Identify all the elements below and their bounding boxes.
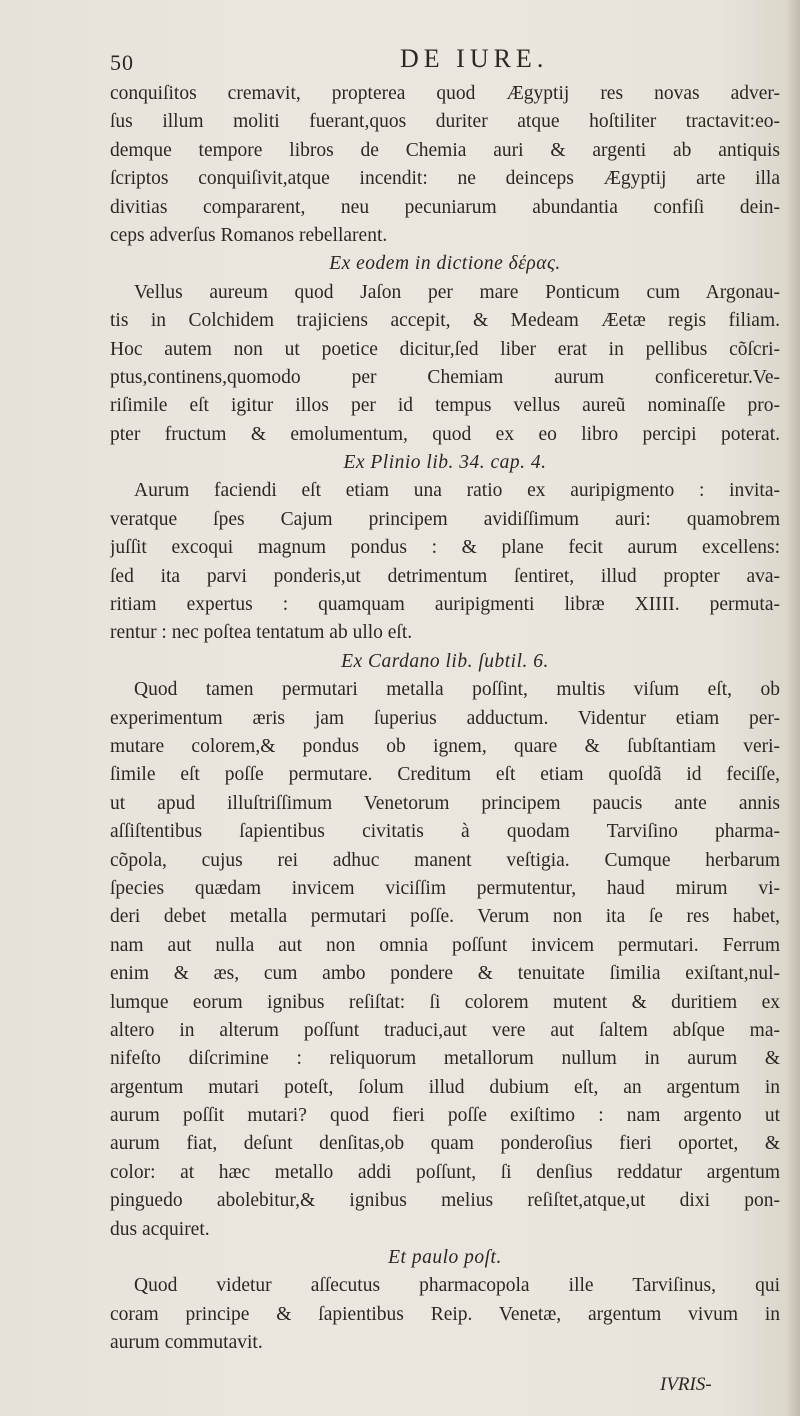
text-line: coram principe & ſapientibus Reip. Venetæ, argentum vivum in — [110, 1303, 780, 1325]
text-line: Quod videtur aſſecutus pharmacopola ille Tarviſinus, qui — [134, 1275, 780, 1297]
text-line: Vellus aureum quod Jaſon per mare Ponticum cum Argonau- — [134, 281, 780, 303]
text-line: Aurum faciendi eſt etiam una ratio ex auripigmento : invita- — [134, 480, 780, 502]
text-line: lumque eorum ignibus reſiſtat: ſi colorem mutent & duritiem ex — [110, 991, 780, 1013]
text-line: cõpola, cujus rei adhuc manent veſtigia. Cumque herbarum — [110, 849, 780, 871]
text-line: deri debet metalla permutari poſſe. Verum non ita ſe res habet, — [110, 906, 780, 928]
text-line: ſcriptos conquiſivit,atque incendit: ne deinceps Ægyptij arte illa — [110, 168, 780, 190]
text-line: divitias compararent, neu pecuniarum abundantia confiſi dein- — [110, 196, 780, 218]
text-line: aurum poſſit mutari? quod fieri poſſe exiſtimo : nam argento ut — [110, 1105, 780, 1127]
text-line: aurum fiat, deſunt denſitas,ob quam ponderoſius fieri oportet, & — [110, 1133, 780, 1155]
text-line: ſus illum moliti fuerant,quos duriter atque hoſtiliter tractavit:eo- — [110, 111, 780, 133]
text-line: experimentum æris jam ſuperius adductum. Videntur etiam per- — [110, 707, 780, 729]
text-line: altero in alterum poſſunt traduci,aut vere aut ſaltem abſque ma- — [110, 1019, 780, 1041]
text-line: Quod tamen permutari metalla poſſint, multis viſum eſt, ob — [134, 679, 780, 701]
text-line: mutare colorem,& pondus ob ignem, quare & ſubſtantiam veri- — [110, 735, 780, 757]
text-line: Hoc autem non ut poetice dicitur,ſed liber erat in pellibus cõſcri- — [110, 338, 780, 360]
page-number: 50 — [110, 50, 134, 75]
section-heading: Ex eodem in dictione δέρας. — [329, 253, 561, 275]
text-line: enim & æs, cum ambo pondere & tenuitate ſimilia exiſtant,nul- — [110, 963, 780, 985]
section-heading: Ex Plinio lib. 34. cap. 4. — [343, 452, 547, 474]
text-line: nifeſto diſcrimine : reliquorum metallorum nullum in aurum & — [110, 1048, 780, 1070]
text-line: aurum commutavit. — [110, 1332, 263, 1354]
text-line: riſimile eſt igitur illos per id tempus vellus aureũ nominaſſe pro- — [110, 395, 780, 417]
text-line: ſimile eſt poſſe permutare. Creditum eſt etiam quoſdã id feciſſe, — [110, 764, 780, 786]
text-line: pter fructum & emolumentum, quod ex eo libro percipi poterat. — [110, 423, 780, 445]
text-line: veratque ſpes Cajum principem avidiſſimum auri: quamobrem — [110, 508, 780, 530]
text-line: nam aut nulla aut non omnia poſſunt invicem permutari. Ferrum — [110, 934, 780, 956]
text-line: ptus,continens,quomodo per Chemiam aurum conficeretur.Ve- — [110, 366, 780, 388]
text-line: conquiſitos cremavit, propterea quod Ægyptij res novas adver- — [110, 83, 780, 104]
text-line: ritiam expertus : quamquam auripigmenti libræ XIIII. permuta- — [110, 594, 780, 616]
page-edge-shadow — [786, 0, 800, 1416]
text-line: aſſiſtentibus ſapientibus civitatis à quodam Tarviſino pharma- — [110, 821, 780, 843]
section-heading: Ex Cardano lib. ſubtil. 6. — [341, 650, 549, 672]
running-title: DE IURE. — [400, 44, 549, 73]
text-line: ſpecies quædam invicem viciſſim permutentur, haud mirum vi- — [110, 877, 780, 899]
text-line: juſſit excoqui magnum pondus : & plane fecit aurum excellens: — [110, 537, 780, 559]
text-line: tis in Colchidem trajiciens accepit, & Medeam Æetæ regis filiam. — [110, 310, 780, 332]
section-heading: Et paulo poſt. — [388, 1247, 502, 1269]
text-line: pinguedo abolebitur,& ignibus melius reſiſtet,atque,ut dixi pon- — [110, 1190, 780, 1212]
body-text — [110, 80, 780, 1358]
text-line: ut apud illuſtriſſimum Venetorum principem paucis ante annis — [110, 792, 780, 814]
page-header — [110, 44, 730, 84]
text-line: dus acquiret. — [110, 1218, 210, 1240]
catchword: IVRIS- — [660, 1374, 712, 1395]
text-line: demque tempore libros de Chemia auri & argenti ab antiquis — [110, 139, 780, 161]
text-line: color: at hæc metallo addi poſſunt, ſi denſius reddatur argentum — [110, 1161, 780, 1183]
text-line: argentum mutari poteſt, ſolum illud dubium eſt, an argentum in — [110, 1076, 780, 1098]
text-line: rentur : nec poſtea tentatum ab ullo eſt. — [110, 622, 413, 644]
text-line: ſed ita parvi ponderis,ut detrimentum ſentiret, illud propter ava- — [110, 565, 780, 587]
text-line: ceps adverſus Romanos rebellarent. — [110, 224, 388, 246]
